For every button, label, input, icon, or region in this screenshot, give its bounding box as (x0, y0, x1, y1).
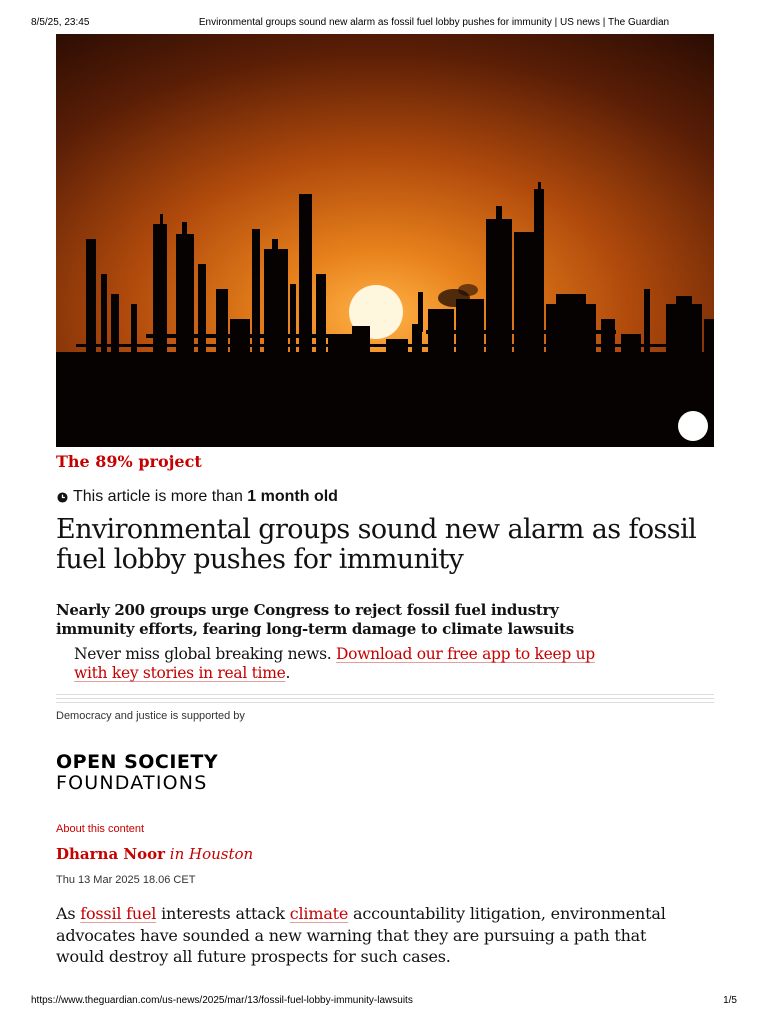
print-header (0, 17, 768, 31)
sunset-refinery-photo (56, 34, 714, 447)
fossil-fuel-link[interactable]: fossil fuel (80, 904, 157, 923)
print-footer (0, 995, 768, 1009)
byline (56, 845, 253, 863)
series-kicker[interactable]: The 89% project (56, 452, 202, 471)
age-value: 1 month old (247, 488, 338, 505)
section-divider (56, 694, 714, 706)
app-promo (74, 645, 614, 683)
print-url: https://www.theguardian.com/us-news/2025/mar/13/fossil-fuel-lobby-immunity-lawsuits (31, 995, 413, 1006)
body-text-start: As (56, 904, 76, 923)
publish-date: Thu 13 Mar 2025 18.06 CET (56, 874, 196, 886)
article-headline: Environmental groups sound new alarm as fossil fuel lobby pushes for immunity (56, 514, 697, 575)
author-link[interactable]: Dharna Noor (56, 845, 166, 863)
print-date: 8/5/25, 23:45 (31, 17, 90, 28)
open-society-logo[interactable] (56, 752, 218, 794)
age-prefix: This article is more than (73, 488, 243, 505)
print-page-number: 1/5 (723, 995, 737, 1006)
article-body-paragraph (56, 903, 696, 968)
download-app-link[interactable]: Download our free app to keep up with key stories in real time (74, 645, 595, 682)
promo-text: Never miss global breaking news. (74, 645, 332, 663)
promo-suffix: . (285, 664, 291, 682)
article-age-notice (57, 488, 338, 506)
byline-location: in Houston (169, 845, 254, 863)
climate-link[interactable]: climate (289, 904, 349, 923)
image-caption-button[interactable] (678, 411, 708, 441)
supported-by-label: Democracy and justice is supported by (56, 710, 245, 722)
body-text-end: accountability litigation, environmental advocates have sounded a new warning that they are pursuing a path that would destroy all future prospects for such cases. (56, 904, 666, 966)
about-this-content-link[interactable]: About this content (56, 823, 145, 835)
hero-image (56, 34, 714, 447)
standfirst: Nearly 200 groups urge Congress to reject fossil fuel industry immunity efforts, fearing long-term damage to climate lawsuits (56, 601, 574, 638)
logo-line-2: FOUNDATIONS (56, 772, 208, 794)
body-text-mid: interests attack (161, 904, 285, 923)
clock-icon (57, 492, 68, 503)
print-title: Environmental groups sound new alarm as fossil fuel lobby pushes for immunity | US news | The Guardian (198, 17, 670, 28)
logo-line-1: OPEN SOCIETY (56, 751, 219, 773)
